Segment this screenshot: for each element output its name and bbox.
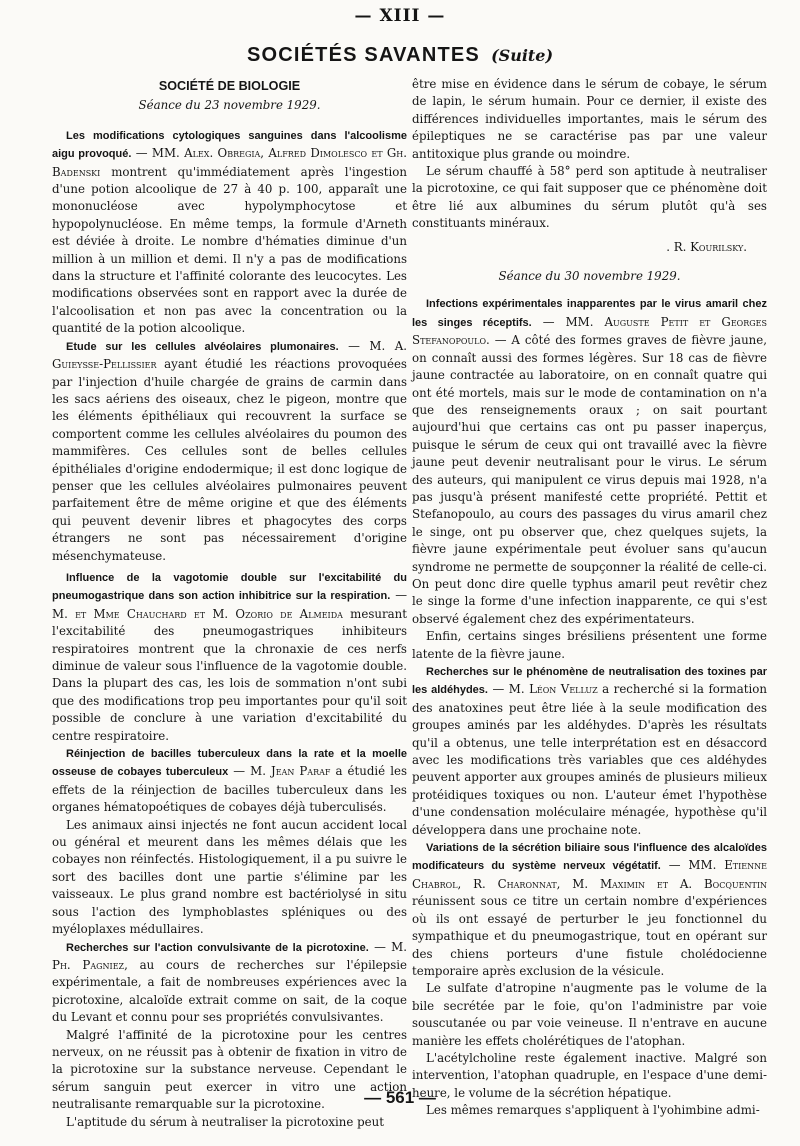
article-authors: — M. Léon Velluz — [487, 682, 598, 697]
page-number: — 561 — — [364, 1088, 436, 1107]
article-paragraph: Enfin, certains singes brésiliens présentent une forme latente de la fièvre jaune. — [412, 629, 767, 661]
article-heading: Etude sur les cellules alvéolaires plumonaires. — [66, 340, 339, 353]
article-heading: Infections expérimentales inapparentes par le virus amaril chez les singes réceptifs. — [412, 298, 767, 329]
article-body: a recherché si la formation des anatoxines peut être liée à la seule modification des groupes aminés par les aldéhydes. D'après les résultats qu'il a obtenus, une telle interprétation est en désaccord avec les modifications très variables que ces aldéhydes peuvent apporter aux groupes aminés de plusieurs milieux protéidiques toxiques ou non. L'auteur émet l'hypothèse d'une condensation moléculaire ménagée, hypothèse qu'il développera dans une prochaine note. — [412, 682, 767, 837]
article-aldehydes — [412, 663, 767, 839]
article-authors: — M. Ph. Pagniez — [52, 939, 407, 972]
section-subtitle: (Suite) — [491, 46, 554, 65]
article-paragraph: Le sulfate d'atropine n'augmente pas le volume de la bile secrétée par le foie, qu'on l'administre par voie souscutanée ou par voie veineuse. Il n'entrave en aucune manière les effets cholérétiques de l'atophan. — [412, 981, 767, 1048]
article-authors: — M. et Mme Chauchard et M. Ozorio de Almeida — [52, 588, 408, 621]
article-body: mesurant l'excitabilité des pneumogastriques inhibiteurs respiratoires montrent que la chronaxie de ces nerfs diminue de valeur sous l'influence de la vagotomie double. Dans la plupart des cas, les lois de sommation n'ont subi que des modifications trop peu importantes pour qu'il soit possible de conclure à une variation d'excitabilité du centre respiratoire. — [52, 606, 407, 743]
article-body: montrent qu'immédiatement après l'ingestion d'une potion alcoolique de 27 à 40 p. 100, apparaît une mononucléose avec hypolymphocytose et hypopolynucléose. En même temps, la formule d'Arneth est déviée à droite. Le nombre d'hématies diminue d'un million à un million et demi. Il n'y a pas de modifications dans la structure et l'affinité colorante des leucocytes. Les modifications observées sont en rapport avec la durée de l'alcoolisation et non pas avec la concentration ou la quantité de la potion alcoolique. — [52, 164, 407, 336]
article-paragraph: Les animaux ainsi injectés ne font aucun accident local ou général et meurent dans les mêmes délais que les cobayes non réinfectés. Histologiquement, il a pu suivre le sort des bacilles dont une partie s'élimine par les vaisseaux. Le plus grand nombre est bactériolysé in situ sous l'action des lymphoblastes spléniques ou des myéloplaxes médullaires. — [52, 817, 407, 937]
article-paragraph: Le sérum chauffé à 58° perd son aptitude à neutraliser la picrotoxine, ce qui fait supposer que ce phénomène doit être lié aux albumines du sérum plutôt qu'à ses constituants minéraux. — [412, 164, 767, 231]
article-signature: . R. Kourilsky. — [666, 239, 747, 254]
article-picrotoxine — [52, 939, 407, 1027]
article-cytologiques — [52, 127, 407, 338]
article-heading: Les modifications cytologiques sanguines dans l'alcoolisme aigu provoqué. — [52, 129, 407, 161]
right-column — [412, 76, 767, 1120]
article-heading: Influence de la vagotomie double sur l'excitabilité du pneumogastrique dans son action inhibitrice sur la respiration. — [52, 571, 407, 603]
article-paragraph: L'aptitude du sérum à neutraliser la picrotoxine peut — [66, 1114, 384, 1129]
article-fievre-jaune — [412, 295, 767, 628]
article-secretion-biliaire — [412, 839, 767, 980]
article-body: a étudié les effets de la réinjection de bacilles tuberculeux dans les organes hématopoétiques de cobayes déjà tuberculisés. — [52, 764, 407, 815]
article-body: ayant étudié les réactions provoquées par l'injection d'huile chargée de grains de carmin dans les sacs aériens des oiseaux, chez le pigeon, montre que les éléments épithéliaux qui recouvrent la surface se comportent comme les cellules alvéolaires du poumon des mammifères. Ces cellules sont de belles cellules épithéliales d'origine endodermique; il est donc logique de penser que les cellules alvéolaires pulmonaires peuvent parfaitement être de même origine et que des éléments qui peuvent devenir libres et phagocytes des corps étrangers ne sont pas nécessairement d'origine mésenchymateuse. — [52, 357, 407, 563]
article-reinjection — [52, 745, 407, 817]
article-heading: Réinjection de bacilles tuberculeux dans la rate et la moelle osseuse de cobayes tuberculeux — [52, 748, 407, 779]
article-continuation: être mise en évidence dans le sérum de cobaye, le sérum de lapin, le sérum humain. Pour ce dernier, il existe des différences individuelles importantes, mais le sérum des épileptiques ne se caractérise pas par une valeur antitoxique plus grande ou moindre. — [412, 77, 767, 161]
article-body: , au cours de recherches sur l'épilepsie expérimentale, a fait de nombreuses expériences avec la picrotoxine, alcaloïde extrait comme on sait, de la coque du Levant et connu pour ses propriétés convulsivantes. — [52, 957, 408, 1025]
article-heading: Recherches sur l'action convulsivante de la picrotoxine. — [66, 941, 369, 954]
article-paragraph: Les mêmes remarques s'appliquent à l'yohimbine admi- — [426, 1103, 760, 1118]
article-authors: — MM. Alex. Obregia, Alfred Dimolesco et Gh. Badenski — [52, 146, 408, 179]
article-paragraph: L'acétylcholine reste également inactive. Malgré son intervention, l'atophan quadruple, en l'espace d'une demi-heure, le volume de la sécrétion hépatique. — [412, 1050, 767, 1100]
session-date: Séance du 30 novembre 1929. — [498, 269, 681, 284]
article-authors: — M. A. Guieysse-Pellissier — [52, 338, 407, 372]
left-column — [52, 76, 407, 1131]
article-paragraph: Malgré l'affinité de la picrotoxine pour les centres nerveux, on ne réussit pas à obtenir de fixation in vitro de la picrotoxine sur la substance nerveuse. Cependant le sérum sanguin peut exercer in vitro une action neutralisante remarquable sur la picrotoxine. — [52, 1027, 407, 1112]
article-heading: Recherches sur le phénomène de neutralisation des toxines par les aldéhydes. — [412, 666, 767, 697]
section-header — [0, 44, 800, 67]
article-alveolaires — [52, 338, 407, 565]
article-authors: — MM. Auguste Petit et Georges Stefanopoulo. — [412, 314, 767, 348]
page-roman-numeral: — XIII — — [354, 6, 446, 26]
article-body: — A côté des formes graves de fièvre jaune, on connaît aussi des formes légères. Sur 18 cas de fièvre jaune contractée au laboratoire, on en connaît quatre qui ont été mortels, mais sur le mode de contamination on n'a que des renseignements oraux ; on sait pourtant aujourd'hui que certains cas ont pu passer inaperçus, puisque le sérum de ceux qui ont travaillé avec la fièvre jaune peut devenir neutralisant pour le virus. Le sérum des auteurs, qui manipulent ce virus depuis mai 1928, n'a pas jusqu'à présent manifesté cette propriété. Pettit et Stefanopoulo, au cours des passages du virus amaril chez le singe, ont pu observer que, chez quelques sujets, la fièvre jaune expérimentale peut évoluer sans qu'aucun syndrome ne permette de soupçonner la réalité de celle-ci. On peut donc dire quelle typhus amaril peut revêtir chez le singe la forme d'une infection inapparente, ce qui s'est observé également chez des expérimentateurs. — [412, 333, 767, 626]
article-body: réunissent sous ce titre un certain nombre d'expériences où ils ont essayé de perturber le jeu fonctionnel du sympathique et du pneumogastrique, tout en opérant sur des chiens porteurs d'une fistule cholédocienne temporaire après exclusion de la vésicule. — [412, 894, 767, 978]
article-vagotomie — [52, 569, 407, 745]
article-authors: — MM. Etienne Chabrol, R. Charonnat, M. Maximin et A. Bocquentin — [412, 858, 767, 891]
article-authors: — M. Jean Paraf — [233, 764, 331, 779]
section-title: SOCIÉTÉS SAVANTES — [246, 44, 480, 66]
session-date: Séance du 23 novembre 1929. — [138, 98, 321, 113]
article-heading: Variations de la sécrétion biliaire sous l'influence des alcaloïdes modificateurs du système nerveux végétatif. — [412, 842, 767, 873]
society-name: SOCIÉTÉ DE BIOLOGIE — [158, 79, 301, 93]
